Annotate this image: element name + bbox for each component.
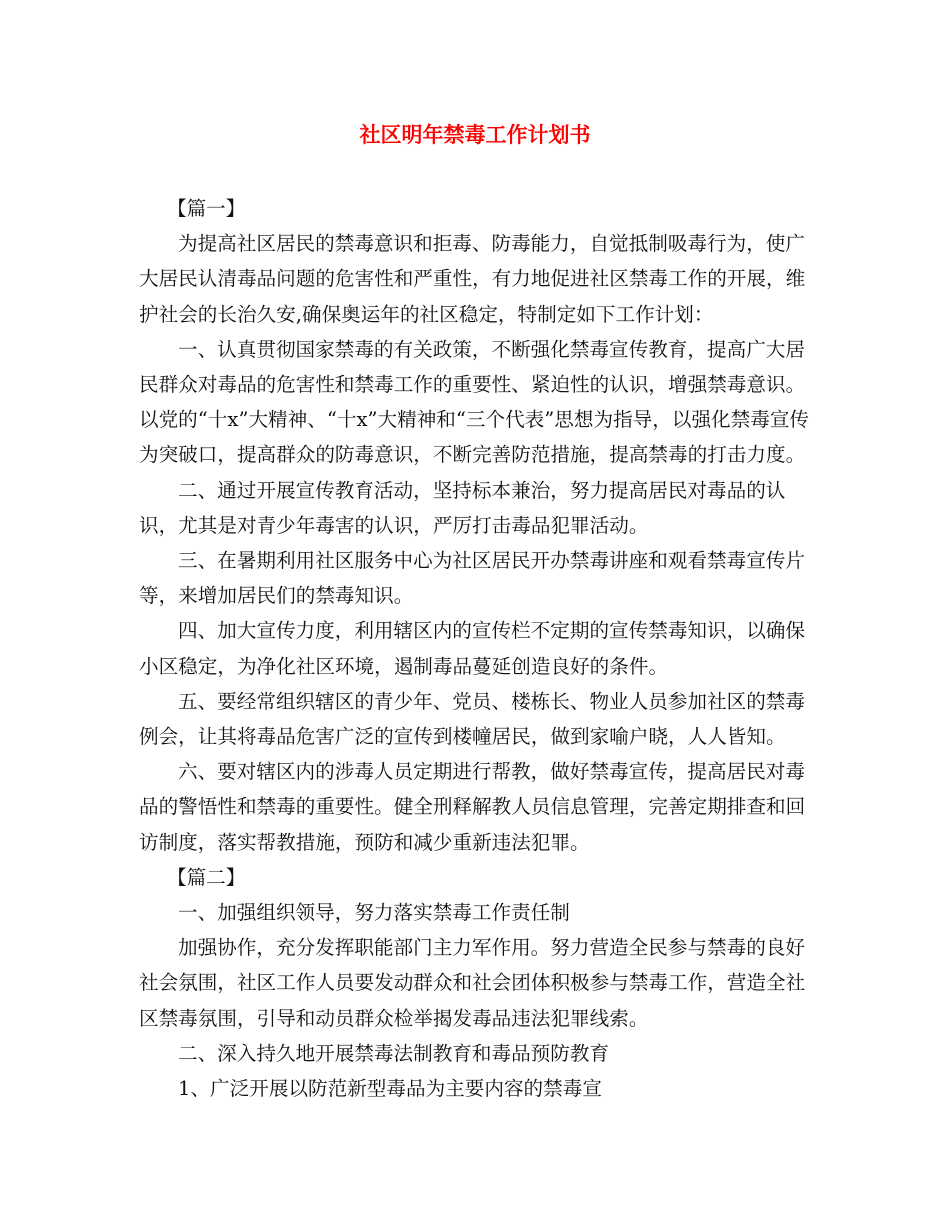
- paragraph-item-4: 四、加大宣传力度，利用辖区内的宣传栏不定期的宣传禁毒知识，以确保小区稳定，为净化社区环境，遏制毒品蔓延创造良好的条件。: [139, 619, 805, 678]
- document-body: [139, 191, 819, 1106]
- section-heading-2: 【篇二】: [167, 865, 246, 889]
- paragraph-item-1: 一、认真贯彻国家禁毒的有关政策，不断强化禁毒宣传教育，提高广大居民群众对毒品的危害性和禁毒工作的重要性、紧迫性的认识，增强禁毒意识。以党的“十x”大精神、“十x”大精神和“三个代表”思想为指导，以强化禁毒宣传为突破口，提高群众的防毒意识，不断完善防范措施，提高禁毒的打击力度。: [139, 337, 810, 467]
- paragraph-item-2: 二、通过开展宣传教育活动，坚持标本兼治，努力提高居民对毒品的认识，尤其是对青少年毒害的认识，严厉打击毒品犯罪活动。: [139, 478, 786, 537]
- paragraph-item-6: 六、要对辖区内的涉毒人员定期进行帮教，做好禁毒宣传，提高居民对毒品的警悟性和禁毒的重要性。健全刑释解教人员信息管理，完善定期排查和回访制度，落实帮教措施，预防和减少重新违法犯罪。: [139, 760, 806, 854]
- paragraph-body-1: 加强协作，充分发挥职能部门主力军作用。努力营造全民参与禁毒的良好社会氛围，社区工作人员要发动群众和社会团体积极参与禁毒工作，营造全社区禁毒氛围，引导和动员群众检举揭发毒品违法犯罪线索。: [139, 936, 806, 1030]
- paragraph-subheading-1: 一、加强组织领导，努力落实禁毒工作责任制: [178, 901, 570, 925]
- paragraph-item-3: 三、在暑期利用社区服务中心为社区居民开办禁毒讲座和观看禁毒宣传片等，来增加居民们的禁毒知识。: [139, 549, 805, 608]
- paragraph-body-2: 1、广泛开展以防范新型毒品为主要内容的禁毒宣: [178, 1077, 602, 1101]
- page-title: 社区明年禁毒工作计划书: [359, 122, 591, 147]
- paragraph-item-5: 五、要经常组织辖区的青少年、党员、楼栋长、物业人员参加社区的禁毒例会，让其将毒品危害广泛的宣传到楼幢居民，做到家喻户晓，人人皆知。: [139, 689, 805, 749]
- section-heading-1: 【篇一】: [167, 197, 246, 220]
- paragraph-subheading-2: 二、深入持久地开展禁毒法制教育和毒品预防教育: [178, 1041, 610, 1065]
- paragraph-intro: 为提高社区居民的禁毒意识和拒毒、防毒能力，自觉抵制吸毒行为，使广大居民认清毒品问题的危害性和严重性，有力地促进社区禁毒工作的开展，维护社会的长治久安,确保奥运年的社区稳定，特制定如下工作计划：: [139, 232, 806, 326]
